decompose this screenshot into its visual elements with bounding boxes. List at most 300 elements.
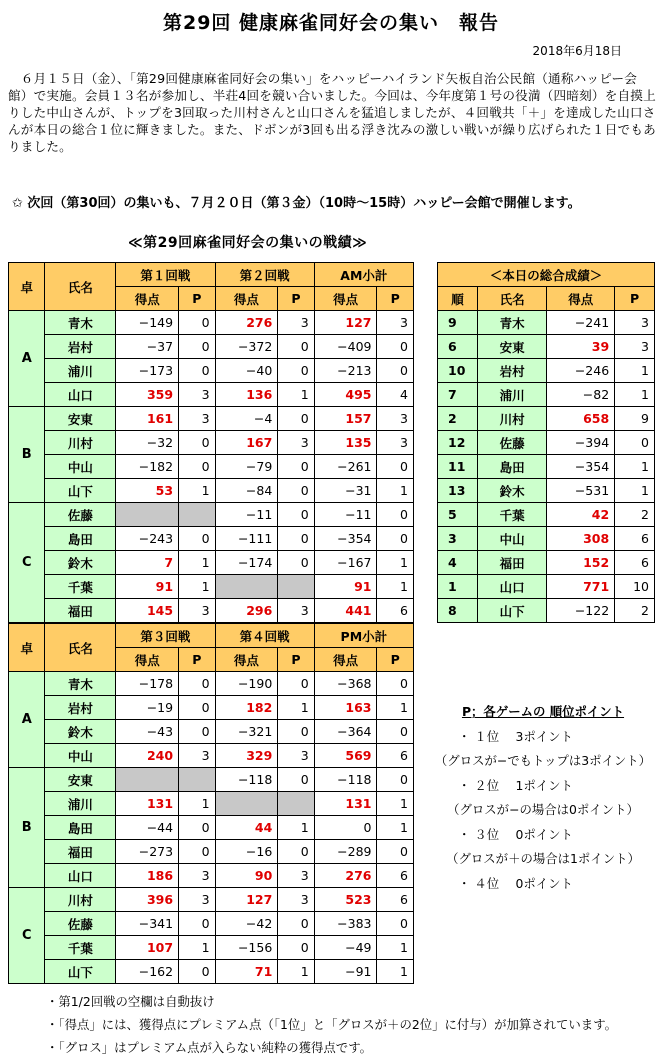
points-cell: 6 (377, 599, 414, 623)
points-cell: 2 (615, 503, 655, 527)
points-cell: 0 (377, 527, 414, 551)
player-name: 岩村 (477, 359, 547, 383)
score-cell: −32 (116, 431, 179, 455)
table-row (9, 551, 414, 575)
table-row (9, 335, 414, 359)
score-cell: −84 (215, 479, 278, 503)
table-row (9, 768, 414, 792)
player-name: 山口 (45, 864, 116, 888)
score-cell: −91 (314, 960, 377, 984)
legend-line: ・ ２位 1ポイント (458, 777, 573, 793)
overall-results-table (437, 262, 655, 623)
header-score: 得点 (215, 287, 278, 311)
results-subtitle: ≪第29回麻雀同好会の集いの戦績≫ (128, 235, 368, 251)
score-cell: −173 (116, 359, 179, 383)
score-cell: 145 (116, 599, 179, 623)
table-label: A (9, 672, 45, 768)
table-row (9, 960, 414, 984)
score-cell: −42 (215, 912, 278, 936)
table-row (9, 672, 414, 696)
player-name: 鈴木 (45, 551, 116, 575)
score-cell: 308 (547, 527, 615, 551)
player-name: 千葉 (45, 936, 116, 960)
header-score: 得点 (215, 648, 278, 672)
table-row (9, 479, 414, 503)
legend-heading: P；各ゲームの 順位ポイント (461, 704, 625, 719)
table-row (9, 359, 414, 383)
player-name: 福田 (477, 551, 547, 575)
points-cell: 3 (278, 864, 314, 888)
table-row (438, 527, 655, 551)
points-cell: 1 (278, 960, 314, 984)
points-cell: 6 (377, 888, 414, 912)
header-table: 卓 (9, 624, 45, 672)
rank-cell: 3 (438, 527, 478, 551)
points-cell: 3 (615, 311, 655, 335)
points-cell: 3 (615, 335, 655, 359)
score-cell: 135 (314, 431, 377, 455)
points-cell: 0 (377, 720, 414, 744)
player-name: 山下 (45, 960, 116, 984)
score-cell: 42 (547, 503, 615, 527)
points-cell: 1 (179, 575, 215, 599)
header-name: 氏名 (477, 287, 547, 311)
player-name: 川村 (477, 407, 547, 431)
table-row (9, 816, 414, 840)
score-cell: −364 (314, 720, 377, 744)
score-cell: −44 (116, 816, 179, 840)
points-cell: 0 (278, 720, 314, 744)
points-cell: 3 (377, 407, 414, 431)
score-cell: 91 (314, 575, 377, 599)
rank-cell: 12 (438, 431, 478, 455)
points-cell: 0 (179, 672, 215, 696)
points-cell: 0 (377, 912, 414, 936)
points-cell: 0 (278, 455, 314, 479)
header-game: AM小計 (314, 263, 413, 287)
score-cell: −182 (116, 455, 179, 479)
score-cell: 44 (215, 816, 278, 840)
score-cell: 161 (116, 407, 179, 431)
player-name: 千葉 (45, 575, 116, 599)
score-cell: −409 (314, 335, 377, 359)
score-cell: −43 (116, 720, 179, 744)
points-cell: 1 (377, 792, 414, 816)
score-cell: 276 (215, 311, 278, 335)
score-cell: 39 (547, 335, 615, 359)
table-row (438, 455, 655, 479)
score-cell: 7 (116, 551, 179, 575)
points-cell: 0 (179, 720, 215, 744)
header-points: P (278, 287, 314, 311)
points-cell: 0 (278, 672, 314, 696)
table-row (9, 720, 414, 744)
player-name: 福田 (45, 840, 116, 864)
rank-cell: 6 (438, 335, 478, 359)
points-legend (430, 700, 656, 896)
header-game: PM小計 (314, 624, 413, 648)
score-cell: 569 (314, 744, 377, 768)
points-cell: 0 (278, 936, 314, 960)
points-cell: 3 (278, 599, 314, 623)
footnotes (46, 990, 617, 1059)
header-score: 得点 (314, 287, 377, 311)
points-cell: 1 (377, 551, 414, 575)
points-cell: 3 (179, 383, 215, 407)
header-game: 第１回戦 (116, 263, 215, 287)
table-row (9, 599, 414, 623)
points-cell: 0 (179, 527, 215, 551)
player-name: 川村 (45, 888, 116, 912)
player-name: 青木 (45, 672, 116, 696)
points-cell: 1 (377, 479, 414, 503)
table-label: A (9, 311, 45, 407)
score-cell: 658 (547, 407, 615, 431)
table-row (9, 575, 414, 599)
points-cell: 3 (179, 864, 215, 888)
header-score: 得点 (547, 287, 615, 311)
table-row (9, 792, 414, 816)
player-name: 浦川 (45, 792, 116, 816)
player-name: 安東 (477, 335, 547, 359)
player-name: 青木 (477, 311, 547, 335)
score-cell: 152 (547, 551, 615, 575)
table-row (9, 744, 414, 768)
player-name: 福田 (45, 599, 116, 623)
points-cell: 1 (377, 696, 414, 720)
table-row (438, 503, 655, 527)
score-cell: −4 (215, 407, 278, 431)
header-points: P (615, 287, 655, 311)
score-cell: 396 (116, 888, 179, 912)
report-date: 2018年6月18日 (532, 44, 622, 58)
header-points: P (377, 287, 414, 311)
table-row (9, 864, 414, 888)
score-cell: −167 (314, 551, 377, 575)
table-row (438, 551, 655, 575)
score-cell: −341 (116, 912, 179, 936)
points-cell: 3 (179, 599, 215, 623)
score-cell: −149 (116, 311, 179, 335)
player-name: 浦川 (477, 383, 547, 407)
table-row (9, 527, 414, 551)
score-cell: −243 (116, 527, 179, 551)
legend-line: ・ ３位 0ポイント (458, 826, 573, 842)
score-cell: −174 (215, 551, 278, 575)
points-cell: 1 (278, 383, 314, 407)
points-cell: 0 (179, 960, 215, 984)
table-row (9, 840, 414, 864)
score-cell: −11 (215, 503, 278, 527)
score-cell: −354 (547, 455, 615, 479)
points-cell: 1 (615, 479, 655, 503)
player-name: 佐藤 (477, 431, 547, 455)
points-cell: 1 (179, 936, 215, 960)
empty-score-cell (215, 575, 278, 599)
score-cell: 91 (116, 575, 179, 599)
empty-points-cell (278, 792, 314, 816)
score-cell: −246 (547, 359, 615, 383)
table-row (438, 407, 655, 431)
points-cell: 0 (278, 335, 314, 359)
player-name: 山下 (477, 599, 547, 623)
table-label: B (9, 407, 45, 503)
points-cell: 1 (377, 936, 414, 960)
rank-cell: 8 (438, 599, 478, 623)
score-cell: −31 (314, 479, 377, 503)
score-cell: 296 (215, 599, 278, 623)
table-row (438, 383, 655, 407)
score-cell: −213 (314, 359, 377, 383)
points-cell: 0 (179, 696, 215, 720)
score-cell: 163 (314, 696, 377, 720)
score-cell: 359 (116, 383, 179, 407)
player-name: 島田 (45, 816, 116, 840)
points-cell: 0 (278, 840, 314, 864)
overall-title: ＜本日の総合成績＞ (438, 263, 655, 287)
rank-cell: 11 (438, 455, 478, 479)
player-name: 鈴木 (45, 720, 116, 744)
points-cell: 3 (377, 311, 414, 335)
empty-score-cell (116, 768, 179, 792)
legend-line: ・ １位 3ポイント (458, 728, 573, 744)
score-cell: −372 (215, 335, 278, 359)
table-row (9, 696, 414, 720)
player-name: 岩村 (45, 696, 116, 720)
table-label: C (9, 888, 45, 984)
header-table: 卓 (9, 263, 45, 311)
points-cell: 0 (377, 503, 414, 527)
score-cell: 157 (314, 407, 377, 431)
player-name: 浦川 (45, 359, 116, 383)
footnote: ・第1/2回戦の空欄は自動抜け (46, 994, 215, 1009)
points-cell: 6 (377, 744, 414, 768)
points-cell: 0 (179, 359, 215, 383)
player-name: 中山 (477, 527, 547, 551)
header-score: 得点 (314, 648, 377, 672)
empty-points-cell (278, 575, 314, 599)
points-cell: 2 (615, 599, 655, 623)
player-name: 山口 (45, 383, 116, 407)
points-cell: 0 (278, 479, 314, 503)
points-cell: 0 (278, 503, 314, 527)
player-name: 青木 (45, 311, 116, 335)
legend-line: （グロスが−の場合は0ポイント） (447, 802, 639, 817)
score-cell: −321 (215, 720, 278, 744)
score-cell: 131 (314, 792, 377, 816)
score-cell: −49 (314, 936, 377, 960)
points-cell: 3 (278, 744, 314, 768)
score-cell: −11 (314, 503, 377, 527)
points-cell: 0 (179, 455, 215, 479)
points-cell: 6 (377, 864, 414, 888)
points-cell: 1 (179, 479, 215, 503)
score-cell: −122 (547, 599, 615, 623)
points-cell: 1 (179, 551, 215, 575)
table-row (438, 431, 655, 455)
empty-score-cell (116, 503, 179, 527)
table-row (9, 936, 414, 960)
points-cell: 0 (278, 768, 314, 792)
player-name: 中山 (45, 744, 116, 768)
table-row (438, 599, 655, 623)
header-name: 氏名 (45, 624, 116, 672)
legend-line: ・ ４位 0ポイント (458, 875, 573, 891)
score-cell: −289 (314, 840, 377, 864)
points-cell: 0 (278, 407, 314, 431)
score-cell: −19 (116, 696, 179, 720)
legend-line: （グロスが＋の場合は1ポイント） (446, 851, 640, 866)
table-row (9, 383, 414, 407)
rank-cell: 13 (438, 479, 478, 503)
header-points: P (179, 287, 215, 311)
header-points: P (278, 648, 314, 672)
points-cell: 0 (179, 912, 215, 936)
player-name: 佐藤 (45, 503, 116, 527)
points-cell: 10 (615, 575, 655, 599)
footnote: ・「グロス」はプレミアム点が入らない純粋の獲得点です。 (46, 1040, 372, 1055)
score-cell: −162 (116, 960, 179, 984)
player-name: 岩村 (45, 335, 116, 359)
table-label: B (9, 768, 45, 888)
points-cell: 0 (377, 672, 414, 696)
rank-cell: 4 (438, 551, 478, 575)
score-cell: −111 (215, 527, 278, 551)
score-cell: −79 (215, 455, 278, 479)
points-cell: 1 (377, 960, 414, 984)
score-cell: 90 (215, 864, 278, 888)
header-game: 第２回戦 (215, 263, 314, 287)
score-cell: −241 (547, 311, 615, 335)
score-cell: 167 (215, 431, 278, 455)
rank-cell: 7 (438, 383, 478, 407)
header-rank: 順 (438, 287, 478, 311)
header-game: 第４回戦 (215, 624, 314, 648)
points-cell: 1 (278, 816, 314, 840)
points-cell: 1 (278, 696, 314, 720)
points-cell: 0 (377, 768, 414, 792)
score-cell: −40 (215, 359, 278, 383)
rank-cell: 10 (438, 359, 478, 383)
footnote: ・「得点」には、獲得点にプレミアム点（「1位」と「グロスが＋の2位」に付与）が加算されています。 (46, 1017, 617, 1032)
header-game: 第３回戦 (116, 624, 215, 648)
score-cell: −394 (547, 431, 615, 455)
intro-paragraph: ６月１５日（金）、「第29回健康麻雀同好会の集い」をハッピーハイランド矢板自治公民館（通称ハッピー会館）で実施。会員１３名が参加し、半荘4回を競い合いました。今回は、今年度第１号の役満（四暗刻）を自摸上りした中山さんが、トップを3回取った川村さんと山口さんを猛追しましたが、４回戦共「＋」を達成した山口さんが本日の総合１位に輝きました。また、ドボンが3回も出る浮き沈みの激しい戦いが繰り広げられた１日でもありました。 (8, 71, 656, 154)
points-cell: 1 (615, 383, 655, 407)
score-cell: 136 (215, 383, 278, 407)
rank-cell: 9 (438, 311, 478, 335)
player-name: 鈴木 (477, 479, 547, 503)
points-cell: 0 (377, 359, 414, 383)
score-cell: −82 (547, 383, 615, 407)
score-cell: 127 (314, 311, 377, 335)
header-points: P (179, 648, 215, 672)
score-cell: −354 (314, 527, 377, 551)
rank-cell: 1 (438, 575, 478, 599)
next-meeting-notice: ✩ 次回（第30回）の集いも、７月２０日（第３金）（10時～15時）ハッピー会館で開催します。 (12, 196, 581, 211)
pm-results-table (8, 623, 414, 984)
header-score: 得点 (116, 648, 179, 672)
points-cell: 0 (179, 335, 215, 359)
table-row (9, 912, 414, 936)
points-cell: 3 (278, 888, 314, 912)
points-cell: 0 (179, 840, 215, 864)
score-cell: −156 (215, 936, 278, 960)
score-cell: 131 (116, 792, 179, 816)
table-row (438, 311, 655, 335)
table-row (9, 888, 414, 912)
score-cell: −261 (314, 455, 377, 479)
score-cell: −383 (314, 912, 377, 936)
points-cell: 0 (179, 311, 215, 335)
legend-line: （グロスが−でもトップは3ポイント） (434, 753, 652, 768)
points-cell: 6 (615, 551, 655, 575)
table-label: C (9, 503, 45, 623)
table-row (9, 407, 414, 431)
score-cell: 182 (215, 696, 278, 720)
points-cell: 3 (278, 431, 314, 455)
points-cell: 1 (615, 455, 655, 479)
score-cell: 523 (314, 888, 377, 912)
player-name: 山口 (477, 575, 547, 599)
points-cell: 9 (615, 407, 655, 431)
score-cell: −531 (547, 479, 615, 503)
rank-cell: 2 (438, 407, 478, 431)
score-cell: −368 (314, 672, 377, 696)
points-cell: 0 (377, 335, 414, 359)
score-cell: 186 (116, 864, 179, 888)
points-cell: 3 (179, 888, 215, 912)
empty-points-cell (179, 503, 215, 527)
score-cell: −273 (116, 840, 179, 864)
player-name: 佐藤 (45, 912, 116, 936)
points-cell: 0 (179, 431, 215, 455)
table-row (438, 335, 655, 359)
points-cell: 0 (278, 912, 314, 936)
points-cell: 0 (615, 431, 655, 455)
table-row (9, 455, 414, 479)
score-cell: 276 (314, 864, 377, 888)
empty-score-cell (215, 792, 278, 816)
points-cell: 1 (615, 359, 655, 383)
score-cell: 495 (314, 383, 377, 407)
table-row (438, 359, 655, 383)
table-row (438, 575, 655, 599)
score-cell: 71 (215, 960, 278, 984)
points-cell: 0 (278, 551, 314, 575)
score-cell: −190 (215, 672, 278, 696)
header-name: 氏名 (45, 263, 116, 311)
player-name: 川村 (45, 431, 116, 455)
score-cell: 127 (215, 888, 278, 912)
table-row (9, 431, 414, 455)
table-row (9, 503, 414, 527)
points-cell: 4 (377, 383, 414, 407)
points-cell: 6 (615, 527, 655, 551)
score-cell: −118 (215, 768, 278, 792)
score-cell: 53 (116, 479, 179, 503)
score-cell: −16 (215, 840, 278, 864)
table-row (438, 479, 655, 503)
points-cell: 1 (377, 816, 414, 840)
points-cell: 0 (377, 455, 414, 479)
points-cell: 3 (278, 311, 314, 335)
points-cell: 3 (179, 744, 215, 768)
report-title: 第29回 健康麻雀同好会の集い 報告 (162, 12, 500, 34)
points-cell: 3 (179, 407, 215, 431)
player-name: 安東 (45, 407, 116, 431)
points-cell: 0 (278, 359, 314, 383)
